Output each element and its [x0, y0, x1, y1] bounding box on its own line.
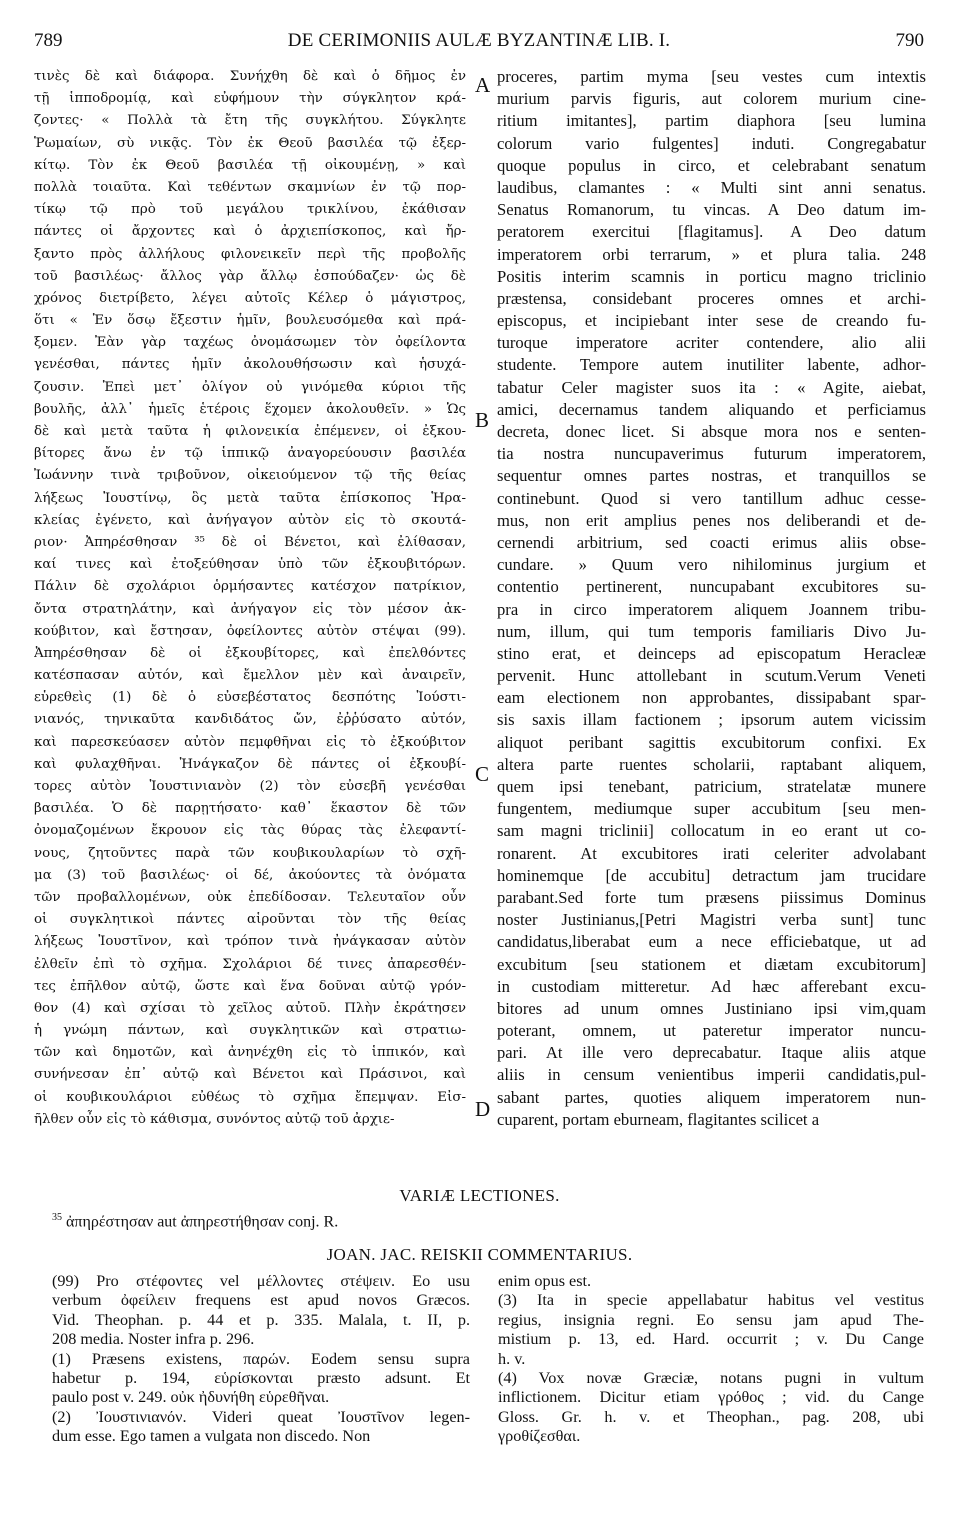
commentary-right-column	[498, 1272, 924, 1447]
running-title: DE CERIMONIIS AULÆ BYZANTINÆ LIB. I.	[287, 30, 671, 51]
latin-text-line: colorum vario fulgentes] induti. Congregabatur	[497, 133, 926, 153]
commentary-line: h. v.	[498, 1349, 526, 1368]
commentary-line: habetur p. 194, εὑρίσκονται præsto adsunt. Et	[52, 1368, 470, 1387]
greek-text-line: καί τινες καὶ ἐτοξεύθησαν ὑπὸ τῶν ἐξκουβιτόρων.	[34, 557, 466, 573]
greek-text-line: κούβιτον, καὶ ἔστησαν, ὀφείλοντες αὐτὸν στέψαι (99).	[34, 623, 466, 639]
latin-text-line: pari. At ille vero deprecabatur. Itaque aliis atque	[497, 1043, 926, 1063]
latin-text-line: cuparent, portam eburneam, flagitantes scilicet a	[497, 1109, 820, 1129]
greek-text-line: νους, ζητοῦντες παρὰ τῶν κουβικουλαρίων τὸ σχῆ-	[34, 845, 466, 861]
greek-text-line: τῇ ἱπποδρομίᾳ, καὶ εὐφήμουν τὴν σύγκλητον κρά-	[34, 91, 466, 107]
commentary-line: 208 media. Noster infra p. 296.	[52, 1330, 255, 1349]
latin-text-line: aliis in censum venientibus imperii candidatis,pul-	[497, 1065, 926, 1085]
greek-text-column	[34, 66, 466, 1131]
latin-text-line: amici, decernamus tandem aliquando et perficiamus	[497, 399, 926, 419]
greek-text-line: Ῥωμαίων, σὺ νικᾷς. Τὸν ἐκ Θεοῦ βασιλέα τῷ ἐξερ-	[34, 135, 466, 151]
note-number: 35	[52, 1212, 62, 1223]
latin-text-line: noster Justinianus,[Petri Magistri verba sunt] tunc	[497, 910, 926, 930]
greek-text-line: δὲ καὶ μετὰ ταῦτα ἡ φιλονεικία ἐπέμενεν, οἱ ἐξκου-	[34, 424, 466, 439]
latin-text-line: tia nostra nuncupaverimus futurum imperatorem,	[497, 444, 926, 464]
greek-text-line: ξομεν. Ἐὰν γὰρ ταχέως ὀνομάσωμεν τὸν ὀφείλοντα	[34, 335, 466, 351]
latin-text-line: sabant partes, quoties aliquem imperatorem nun-	[497, 1087, 926, 1107]
commentary-line: (3) Ita in specie appellabatur habitus vel vestitus	[498, 1291, 924, 1310]
greek-text-line: βασιλέα. Ὁ δὲ παρῃτήσατο· καθ᾽ ἕκαστον δὲ τῶν	[34, 801, 466, 817]
greek-text-line: τοῦ βασιλέως· ἄλλος γὰρ ἄλλῳ ἐσπούδαζεν· ὡς δὲ	[34, 268, 466, 284]
greek-text-line: καὶ παρεσκεύασεν αὐτὸν πεμφθῆναι εἰς τὸ ἐξκούβιτον	[34, 734, 466, 750]
latin-text-line: parabant.Sed forte tum præsens piissimus Dominus	[497, 887, 926, 907]
greek-text-line: Ἰωάννην τινὰ τριβοῦνον, οἰκειούμενον τῷ τῆς θείας	[34, 468, 466, 484]
commentary-line: (99) Pro στέφοντες vel μέλλοντες στέψειν. Eo usu	[52, 1272, 470, 1290]
latin-text-line: proceres, partim myma [seu vestes cum intextis	[497, 67, 926, 86]
latin-text-line: turoque imperatore acriter contendere, alio alii	[497, 333, 926, 353]
greek-text-line: κλείας ἐγένετο, καὶ ἀνήγαγον αὐτὸν εἰς τὸ σκουτά-	[34, 512, 466, 528]
margin-marker-b: B	[475, 408, 490, 432]
greek-text-line: ζουσιν. Ἐπεὶ μετ᾽ ὀλίγον οὐ γινόμεθα κύριοι τῆς	[34, 379, 466, 395]
greek-text-line: Ἀπηρέσθησαν δὲ οἱ ἐξκουβίτορες, καὶ ἐπελθόντες	[34, 645, 466, 661]
latin-text-line: Positis interim scamnis in porticu magno triclinio	[497, 266, 926, 286]
latin-text-line: mus, non erit amplius penes nos deliberandi et de-	[497, 510, 926, 530]
latin-text-line: tabatur Celer magister suos ita : « Agite, aiebat,	[497, 377, 926, 397]
commentary-line: paulo post v. 249. οὐκ ἠδυνήθη εὑρεθῆναι.	[52, 1388, 330, 1407]
greek-text-line: κατέσπασαν αὐτόν, καὶ ἔμελλον μὲν καὶ ἀναιρεῖν,	[34, 668, 466, 684]
latin-text-line: sequentur omnes partes nostras, et tranquillos se	[497, 466, 926, 486]
margin-marker-a: A	[475, 73, 491, 97]
greek-text-line: πολλὰ τοιαῦτα. Καὶ τεθέντων σκαμνίων ἐν τῷ πορ-	[34, 179, 466, 195]
latin-text-line: bitores ad unum omnes Justiniano ipsi vim,quam	[497, 998, 926, 1018]
greek-text-line: βίτορες ἄνω ἐν τῷ ἱππικῷ ἀναγορεύουσιν βασιλέα	[34, 446, 466, 462]
greek-text-line: τίκῳ τῷ πρὸ τοῦ μεγάλου τρικλίνου, ἐκάθισαν	[34, 202, 466, 218]
greek-text-line: Πάλιν δὲ σχολάριοι ὁρμήσαντες κατέσχον πατρίκιον,	[34, 579, 466, 595]
commentary-line: enim opus est.	[498, 1272, 592, 1290]
commentary-line: (4) Vox novæ Græciæ, notans pugni in vultum	[498, 1368, 924, 1387]
latin-text-line: decreta, donec licet. Si absque mora nos e senten-	[497, 422, 926, 441]
commentary-left-column	[52, 1272, 470, 1447]
greek-text-line: ἡ γνώμη πάντων, καὶ συγκλητικῶν καὶ στρατιω-	[34, 1023, 466, 1039]
greek-text-line: λήξεως Ἰουστῖνον, καὶ τρόπον τινὰ ἠνάγκασαν αὐτὸν	[34, 934, 466, 950]
latin-text-line: pra in circo imperatorem aliquem Joannem tribu-	[497, 599, 926, 619]
commentary-title: JOAN. JAC. REISKII COMMENTARIUS.	[326, 1245, 633, 1264]
greek-text-line: τορες αὐτὸν Ἰουστινιανὸν (2) τὸν εὐσεβῆ γενέσθαι	[34, 779, 466, 794]
page-number-right: 790	[895, 30, 924, 51]
commentary-line: regius, insignia regni. Eo sensu jam apud The-	[498, 1310, 924, 1329]
latin-text-line: quem ipsi tenebant, patricium, stratelatæ munere	[497, 777, 926, 796]
greek-text-line: νιανός, τηνικαῦτα κανδιδάτος ὤν, ἐῤῥύσατο αὐτόν,	[34, 712, 466, 728]
greek-text-line: χρόνος διετρίβετο, λέγει αὐτοῖς Κέλερ ὁ μάγιστρος,	[34, 290, 466, 306]
latin-text-line: quoque populus in circo, et celebrabant senatum	[497, 155, 926, 175]
greek-text-line: τῶν καὶ δημοτῶν, καὶ ἀνηνέχθη εἰς τὸ ἱππικόν, καὶ	[34, 1045, 466, 1061]
latin-text-line: peratorem exercitui [flagitamus]. A Deo datum	[497, 222, 926, 242]
commentary-line: (2) Ἰουστινιανόν. Videri queat Ἰουστῖνον legen-	[52, 1407, 470, 1426]
latin-text-line: Senatus Romanorum, tu vincas. A Deo datum im-	[497, 200, 926, 220]
commentary-line: Vid. Theophan. p. 44 et p. 335. Malala, t. II, p.	[52, 1310, 470, 1329]
greek-text-line: ἐλθεῖν ἐπὶ τὸ σχῆμα. Σχολάριοι δέ τινες ἀπαρεσθέν-	[34, 956, 466, 972]
latin-text-line: fungentem, mediumque super accubitum [seu men-	[497, 799, 926, 819]
latin-text-line: continebunt. Quod si vero tantillum adhuc cesse-	[497, 488, 926, 508]
commentary-line: dum esse. Ego tamen a vulgata non discedo. Non	[52, 1427, 371, 1446]
latin-text-line: ronarent. At excubitores irati celeriter advolabant	[497, 843, 926, 863]
latin-text-line: cernendi arbitrium, sed coacti erimus aliis obse-	[497, 532, 926, 552]
latin-text-line: hominemque [de accubitu] detractum jam trucidare	[497, 865, 926, 885]
greek-text-line: ὅτι « Ἐν ὅσῳ ἔξεστιν ἡμῖν, βουλευσόμεθα καὶ πρά-	[34, 313, 466, 329]
latin-text-line: eam electionem non approbantes, dissipabant spar-	[497, 688, 926, 708]
greek-text-line: οἱ συγκλητικοὶ πάντες αἱροῦνται τὸν τῆς θείας	[34, 912, 466, 928]
greek-text-line: τινὲς δὲ καὶ διάφορα. Συνήχθη δὲ καὶ ὁ δῆμος ἐν	[34, 69, 466, 84]
latin-text-line: excubitum [seu stationem et diætam excubitorum]	[497, 954, 926, 974]
greek-text-line: καὶ φυλαχθῆναι. Ἠνάγκαζον δὲ πάντες οἱ ἐξκουβί-	[34, 756, 466, 772]
commentary-line: mistium p. 13, ed. Hard. occurrit ; v. Du Cange	[498, 1330, 924, 1349]
commentary-line: Gloss. Gr. h. v. et Theophan., pag. 208, ubi	[498, 1407, 924, 1426]
margin-marker-d: D	[475, 1097, 491, 1121]
latin-text-column	[497, 66, 926, 1131]
latin-text-line: altera parte ruentes scholarii, raptabant aliquem,	[497, 754, 926, 774]
commentary-line: γροθίζεσθαι.	[498, 1427, 581, 1446]
latin-text-line: ritium imitantes], partim diaphora [seu lumina	[497, 111, 926, 131]
latin-text-line: studente. Tempore autem inutiliter labente, adhor-	[497, 355, 926, 375]
greek-text-line: ζοντες· « Πολλὰ τὰ ἔτη τῆς συγκλήτου. Σύγκλητε	[34, 113, 466, 129]
greek-text-line: ὀνομαζομένων ἔκρουον εἰς τὰς θύρας τὰς ἐλεφαντί-	[34, 823, 466, 839]
latin-text-line: sis saxis illam factionem ; ipsorum autem vicissim	[497, 710, 926, 730]
greek-text-line: βουλῆς, ἀλλ᾽ ἡμεῖς ἑτέροις ἕχομεν ἀκολουθεῖν. » Ὡς	[34, 401, 466, 417]
greek-text-line: οἱ κουβικουλάριοι εὐθέως τὸ σχῆμα ἔπεμψαν. Εἰσ-	[34, 1089, 466, 1105]
latin-text-line: candidatus,liberabat eum a nece efficiebatque, ut ad	[497, 932, 926, 952]
latin-text-line: imperatorem orbi terrarum, » et plura talia. 248	[497, 244, 926, 264]
variae-lectiones-title: VARIÆ LECTIONES.	[399, 1186, 560, 1205]
greek-text-line: πάντες οἱ ἄρχοντες καὶ ὁ ἀρχιεπίσκοπος, καὶ ἤρ-	[34, 224, 466, 240]
greek-text-line: εὑρεθεὶς (1) δὲ ὁ εὐσεβέστατος δεσπότης Ἰούστι-	[34, 690, 466, 706]
latin-text-line: num, illum, qui tum temporis familiaris Divo Ju-	[497, 621, 926, 641]
latin-text-line: in custodiam mitteretur. Ad hæc afferebant excu-	[497, 976, 926, 996]
note-text: ἀπηρέστησαν aut ἀπηρεστήθησαν conj. R.	[66, 1213, 339, 1231]
commentary-line: verbum ὀφείλειν frequens est apud novos Græcos.	[52, 1291, 470, 1310]
greek-text-line: κίτῳ. Τὸν ἐκ Θεοῦ βασιλέα τῇ οἰκουμένῃ, » καὶ	[34, 157, 466, 173]
latin-text-line: aliquot peribant sagittis excubitorum confixi. Ex	[497, 732, 926, 752]
greek-text-line: μα (3) τοῦ βασιλέως· οἱ δέ, ἀκούοντες τὰ ὀνόματα	[34, 867, 466, 883]
greek-text-line: τες ἐπῆλθον αὐτῷ, ὥστε καὶ ἕνα δοῦναι αὐτῷ γρόν-	[34, 978, 466, 994]
commentary-line: (1) Præsens existens, παρών. Eodem sensu supra	[52, 1349, 470, 1368]
latin-text-line: sam magni triclinii] collocatum in eo erant ut co-	[497, 821, 926, 841]
latin-text-line: præstensa, considebant proceres omnes et archi-	[497, 288, 926, 308]
latin-text-line: cundare. » Quum vero nihilominus jurgium et	[497, 555, 926, 575]
greek-text-line: συνήνεσαν ἐπ᾽ αὐτῷ καὶ Βένετοι καὶ Πράσινοι, καὶ	[34, 1067, 466, 1083]
greek-text-line: θον (4) καὶ σχίσαι τὸ χεῖλος αὐτοῦ. Πλὴν ἐκράτησεν	[34, 1000, 466, 1016]
greek-text-line: ὄντα στρατηλάτην, καὶ ἀνήγαγον εἰς τὸν μέσον ἀκ-	[34, 601, 466, 617]
greek-text-line: ριον· Ἀπηρέσθησαν ³⁵ δὲ οἱ Βένετοι, καὶ ἐλίθασαν,	[34, 534, 466, 550]
variant-reading-note	[52, 1212, 338, 1231]
latin-text-line: murium parvis figuris, aut colorem murium cine-	[497, 89, 926, 109]
page-number-left: 789	[34, 30, 63, 51]
greek-text-line: ξαντο πρὸς ἀλλήλους φιλονεικεῖν περὶ τῆς προβολῆς	[34, 246, 466, 262]
greek-text-line: λήξεως Ἰουστίνῳ, ὃς μετὰ ταῦτα ἐπίσκοπος Ἡρα-	[34, 490, 466, 506]
commentary-line: inflictionem. Dicitur etiam γρόθος ; vid. du Cange	[498, 1388, 924, 1407]
latin-text-line: contentio pertinerent, nuncupabant excubitores su-	[497, 577, 926, 597]
greek-text-line: ῆλθεν οὖν εἰς τὸ κάθισμα, συνόντος αὐτῷ τοῦ ἀρχιε-	[34, 1111, 395, 1127]
latin-text-line: episcopus, et incipiebant inter sese de creando fu-	[497, 311, 926, 331]
greek-text-line: γενέσθαι, πάντες ἡμῖν ἀκολουθήσωσιν καὶ ἡσυχά-	[34, 357, 466, 373]
latin-text-line: poterant, omnem, ut pateretur imperator nuncu-	[497, 1021, 926, 1041]
latin-text-line: laudibus, clamantes : « Multi sint anni senatus.	[497, 177, 926, 197]
margin-marker-c: C	[475, 762, 490, 786]
latin-text-line: pervenit. Hunc attollebant in scutum.Verum Veneti	[497, 666, 926, 686]
greek-text-line: τῶν προβαλλομένων, οὐκ ἐπεδίδοσαν. Τελευταῖον οὖν	[34, 889, 466, 905]
latin-text-line: stino erat, et deinceps ad episcopatum Heracleæ	[497, 643, 926, 663]
running-header	[34, 30, 924, 54]
